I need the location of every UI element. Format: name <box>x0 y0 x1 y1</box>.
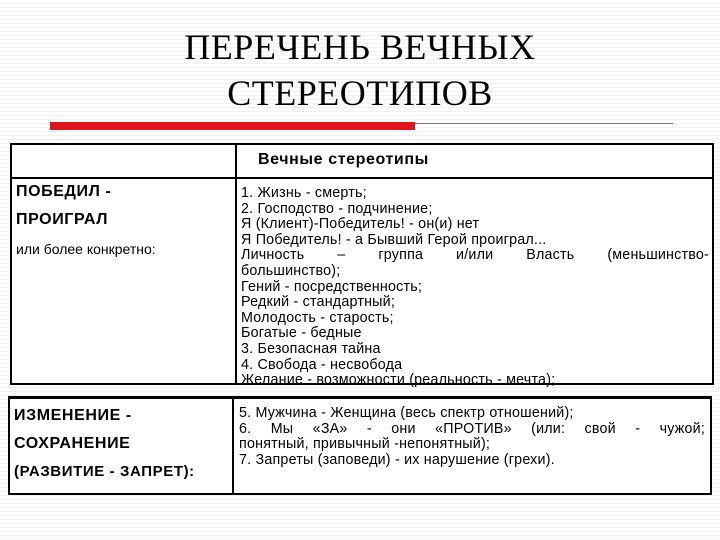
list-item: 4. Свобода - несвобода <box>241 356 403 373</box>
category-label-development: (РАЗВИТИЕ - ЗАПРЕТ): <box>14 463 195 480</box>
category-label-change: ИЗМЕНЕНИЕ - <box>14 407 132 424</box>
accent-divider-line <box>415 123 673 124</box>
list-item: Гений - посредственность; <box>241 278 423 295</box>
list-item: Личность – группа и/или Власть (меньшинство- <box>241 247 709 264</box>
header-divider <box>12 177 712 179</box>
stereotype-list-1 <box>241 186 709 389</box>
category-note: или более конкретно: <box>16 241 156 257</box>
column-divider <box>235 145 237 383</box>
list-item: 5. Мужчина - Женщина (весь спектр отношений); <box>239 405 574 421</box>
slide-title-line-1: ПЕРЕЧЕНЬ ВЕЧНЫХ <box>184 27 536 67</box>
list-item: 6. Мы «ЗА» - они «ПРОТИВ» (или: свой - чужой; <box>239 420 705 437</box>
list-item: Молодость - старость; <box>241 309 394 326</box>
list-item: Я Победитель! - а Бывший Герой проиграл... <box>241 231 547 248</box>
list-item: Богатые - бедные <box>241 325 362 342</box>
accent-bar <box>50 122 415 130</box>
list-item: 1. Жизнь - смерть; <box>241 185 367 201</box>
stereotype-list-2 <box>239 406 705 468</box>
stereotypes-table-1 <box>10 143 714 389</box>
list-item: Я (Клиент)-Победитель! - он(и) нет <box>241 216 480 233</box>
category-label-lost: ПРОИГРАЛ <box>16 211 109 228</box>
list-item: большинство); <box>241 262 341 279</box>
list-item: Редкий - стандартный; <box>241 294 396 311</box>
column-divider <box>232 399 234 493</box>
list-item: 3. Безопасная тайна <box>241 340 381 357</box>
category-label-preserve: СОХРАНЕНИЕ <box>14 435 131 452</box>
slide-title-line-2: СТЕРЕОТИПОВ <box>227 73 493 113</box>
table-header: Вечные стереотипы <box>258 151 429 168</box>
list-item: 2. Господство - подчинение; <box>241 200 433 217</box>
slide-title <box>110 24 610 116</box>
list-item: понятный, привычный -непонятный); <box>239 436 491 453</box>
list-item: 7. Запреты (заповеди) - их нарушение (грехи). <box>239 451 555 468</box>
category-label-won: ПОБЕДИЛ - <box>16 183 112 200</box>
stereotypes-table-2 <box>8 396 712 495</box>
list-item: Желание - возможности (реальность - мечта); <box>241 372 556 389</box>
